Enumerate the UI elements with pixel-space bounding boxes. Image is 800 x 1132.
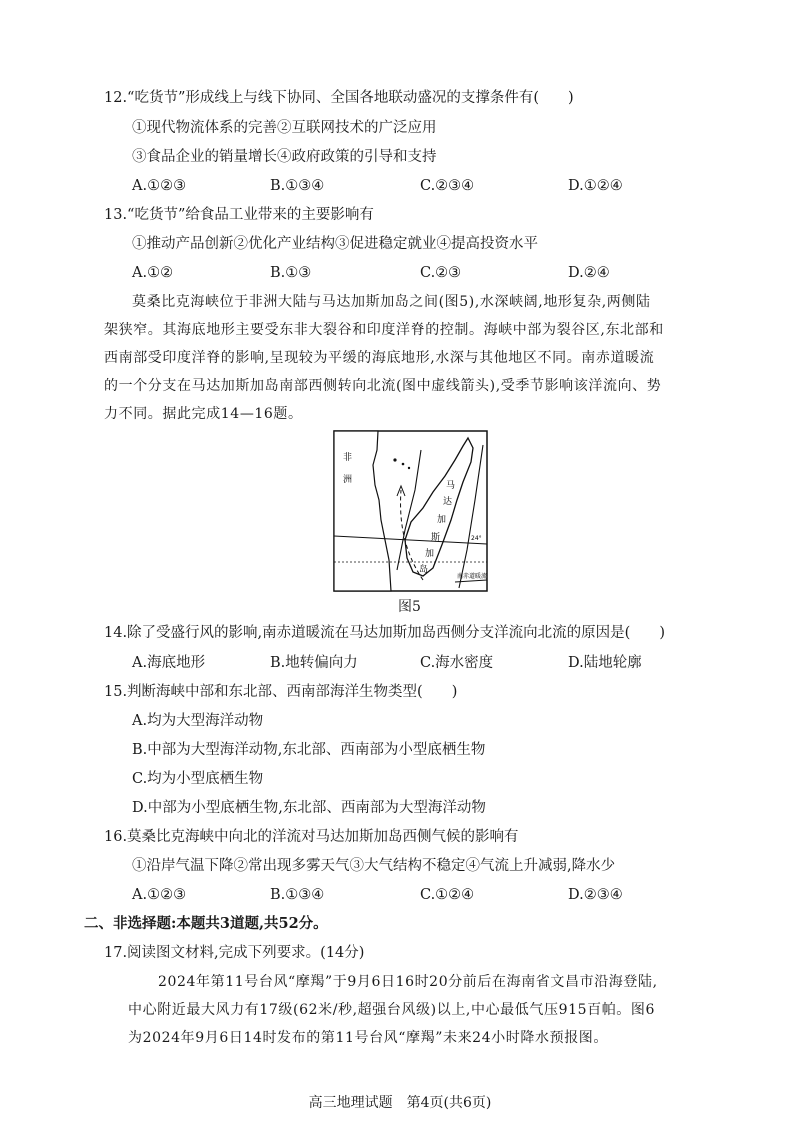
passage-line-2: 架狭窄。其海底地形主要受东非大裂谷和印度洋脊的控制。海峡中部为裂谷区,东北部和 (104, 322, 664, 338)
q14-option-b: B.地转偏向力 (270, 655, 358, 671)
label-mada-6: 岛 (419, 565, 429, 575)
q16-option-a: A.①②③ (132, 887, 187, 903)
q12-stem: 12.“吃货节”形成线上与线下协同、全国各地联动盛况的支撑条件有( ) (104, 90, 574, 106)
mozambique-channel-map (333, 430, 488, 592)
q15-option-b: B.中部为大型海洋动物,东北部、西南部为小型底栖生物 (132, 742, 486, 758)
q14-stem: 14.除了受盛行风的影响,南赤道暖流在马达加斯加岛西侧分支洋流向北流的原因是( ) (104, 625, 665, 641)
q12-items-line2: ③食品企业的销量增长④政府政策的引导和支持 (132, 149, 437, 165)
q13-option-c: C.②③ (420, 265, 462, 281)
q15-option-d: D.中部为小型底栖生物,东北部、西南部为大型海洋动物 (132, 800, 486, 816)
label-africa-2: 洲 (343, 475, 353, 485)
q16-option-b: B.①③④ (270, 887, 325, 903)
q16-option-d: D.②③④ (568, 887, 623, 903)
label-latitude: 24° (471, 535, 482, 542)
q15-option-a: A.均为大型海洋动物 (132, 713, 264, 729)
q14-option-c: C.海水密度 (420, 655, 494, 671)
comoros-island (393, 458, 396, 461)
passage-line-4: 的一个分支在马达加斯加岛南部西侧转向北流(图中虚线箭头),受季节影响该洋流向、势 (104, 378, 662, 394)
q17-line-2: 中心附近最大风力有17级(62米/秒,超强台风级)以上,中心最低气压915百帕。图6 (128, 1002, 655, 1018)
label-mada-2: 达 (443, 497, 453, 507)
q16-option-c: C.①②④ (420, 887, 475, 903)
q13-option-b: B.①③ (270, 265, 312, 281)
label-mada-3: 加 (437, 515, 447, 525)
q13-option-a: A.①② (132, 265, 174, 281)
q15-stem: 15.判断海峡中部和东北部、西南部海洋生物类型( ) (104, 684, 458, 700)
figure-caption: 图5 (398, 599, 421, 615)
passage-line-1: 莫桑比克海峡位于非洲大陆与马达加斯加岛之间(图5),水深峡阔,地形复杂,两侧陆 (132, 294, 651, 310)
q16-items: ①沿岸气温下降②常出现多雾天气③大气结构不稳定④气流上升减弱,降水少 (132, 858, 616, 874)
section2-heading: 二、非选择题:本题共3道题,共52分。 (84, 915, 328, 932)
q12-option-a: A.①②③ (132, 178, 187, 194)
q12-option-b: B.①③④ (270, 178, 325, 194)
q16-stem: 16.莫桑比克海峡中向北的洋流对马达加斯加岛西侧气候的影响有 (104, 829, 519, 845)
label-mada-5: 加 (425, 549, 435, 559)
passage-line-5: 力不同。据此完成14—16题。 (104, 406, 303, 422)
label-mada-4: 斯 (431, 533, 441, 543)
q14-option-d: D.陆地轮廓 (568, 655, 642, 671)
q15-option-c: C.均为小型底栖生物 (132, 771, 264, 787)
q13-items: ①推动产品创新②优化产业结构③促进稳定就业④提高投资水平 (132, 236, 538, 252)
q17-stem: 17.阅读图文材料,完成下列要求。(14分) (104, 945, 365, 961)
q14-option-a: A.海底地形 (132, 655, 206, 671)
q17-line-3: 为2024年9月6日14时发布的第11号台风“摩羯”未来24小时降水预报图。 (128, 1030, 608, 1046)
q12-option-c: C.②③④ (420, 178, 475, 194)
label-africa-1: 非 (343, 453, 353, 463)
comoros-island (408, 467, 410, 469)
passage-line-3: 西南部受印度洋脊的影响,呈现较为平缓的海底地形,水深与其他地区不同。南赤道暖流 (104, 350, 655, 366)
q17-line-1: 2024年第11号台风“摩羯”于9月6日16时20分前后在海南省文昌市沿海登陆, (158, 974, 658, 990)
q13-option-d: D.②④ (568, 265, 610, 281)
label-current: 南赤道暖流 (457, 573, 488, 580)
q12-items-line1: ①现代物流体系的完善②互联网技术的广泛应用 (132, 120, 437, 136)
label-mada-1: 马 (446, 481, 456, 491)
q13-stem: 13.“吃货节”给食品工业带来的主要影响有 (104, 207, 374, 223)
comoros-island (402, 463, 405, 466)
page-footer: 高三地理试题 第4页(共6页) (308, 1095, 492, 1111)
q12-option-d: D.①②④ (568, 178, 623, 194)
